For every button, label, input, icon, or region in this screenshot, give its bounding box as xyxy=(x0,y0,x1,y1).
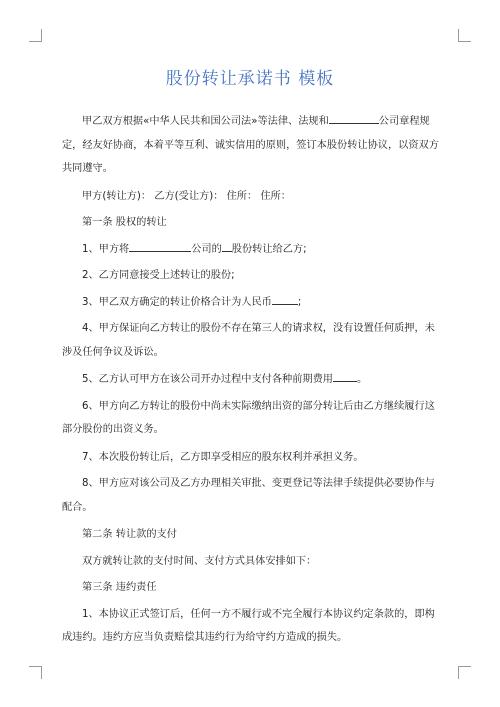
crop-mark-bottom-right-h xyxy=(458,666,471,667)
article-2-heading: 第二条 转让款的支付 xyxy=(82,529,177,540)
clause-8: 8、甲方应对该公司及乙方办理相关审批、变更登记等法律手续提供必要协作与配合。 xyxy=(62,478,435,513)
paragraph-intro xyxy=(62,110,444,181)
article-1-heading: 第一条 股权的转让 xyxy=(82,217,167,228)
clause-5 xyxy=(62,368,444,392)
clause-6: 6、甲方向乙方转让的股份中尚未实际缴纳出资的部分转让后由乙方继续履行这部分股份的出资义务。 xyxy=(62,400,435,435)
clause-3-text-b: ; xyxy=(297,296,302,308)
blank-share-amount xyxy=(222,239,232,252)
document-body xyxy=(62,110,444,654)
blank-fees xyxy=(333,369,357,382)
crop-mark-top-right-h xyxy=(458,41,471,42)
clause-4: 4、甲方保证向乙方转让的股份不存在第三人的请求权，没有设置任何质押，未涉及任何争议及诉讼。 xyxy=(62,323,435,358)
clause-1-text-a: 1、甲方将 xyxy=(82,243,130,255)
clause-5-text-a: 5、乙方认可甲方在该公司开办过程中支付各种前期费用 xyxy=(82,374,333,385)
crop-mark-bottom-left-v xyxy=(41,666,42,679)
blank-company-name xyxy=(129,239,191,252)
clause-1-text-c: 股份转让给乙方; xyxy=(231,243,307,255)
article-3-clause-1: 1、本协议正式签订后，任何一方不履行或不完全履行本协议约定条款的，即构成违约。违约方应当负责赔偿其违约行为给守约方造成的损失。 xyxy=(62,608,435,643)
blank-price xyxy=(272,292,298,305)
article-3-heading: 第三条 违约责任 xyxy=(82,582,157,593)
document-title: 股份转让承诺书 模板 xyxy=(165,69,335,89)
clause-7: 7、本次股份转让后，乙方即享受相应的股东权利并承担义务。 xyxy=(82,451,364,463)
intro-text-a: 甲乙双方根据«中华人民共和国公司法»等法律、法规和 xyxy=(82,116,329,127)
crop-mark-bottom-right-v xyxy=(458,666,459,679)
crop-mark-top-left-v xyxy=(41,29,42,42)
clause-1-text-b: 公司的 xyxy=(191,243,222,255)
blank-law-name xyxy=(329,111,379,124)
clause-2: 2、乙方同意接受上述转让的股份; xyxy=(82,270,235,281)
intro-text-b: 公司章程规定，经友好协商，本着平等互利、诚实信用的原则，签订本股份转让协议，以资双方共同遵守。 xyxy=(62,116,439,174)
crop-mark-top-right-v xyxy=(458,29,459,42)
paragraph-parties: 甲方(转让方)： 乙方(受让方)： 住所： 住所： xyxy=(82,190,291,202)
clause-3 xyxy=(62,291,444,315)
clause-3-text-a: 3、甲乙双方确定的转让价格合计为人民币 xyxy=(82,296,272,308)
clause-1 xyxy=(62,238,444,262)
clause-5-text-b: 。 xyxy=(356,374,368,385)
article-2-body: 双方就转让款的支付时间、支付方式具体安排如下： xyxy=(82,555,317,567)
